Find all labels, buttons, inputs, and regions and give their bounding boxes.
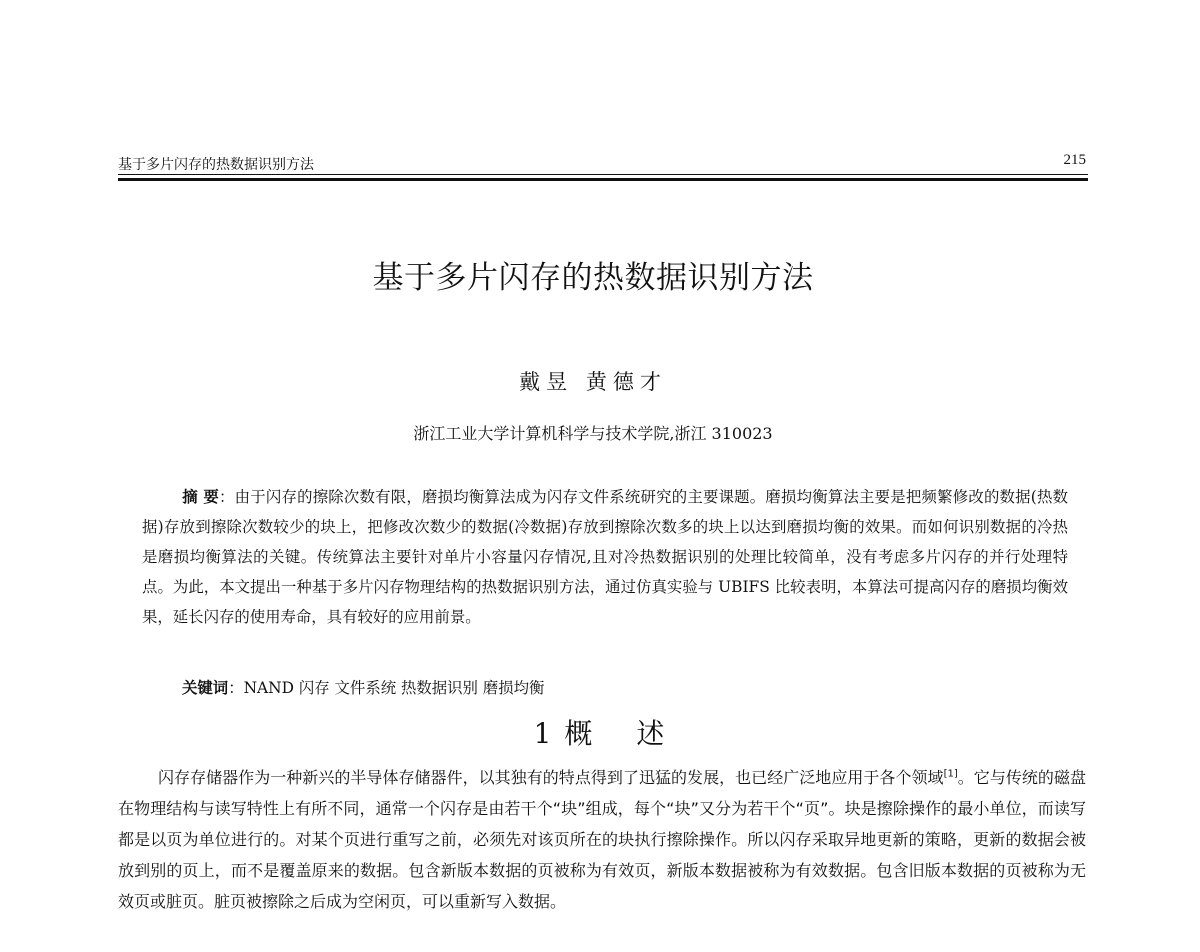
section-title-part1: 概 [564,717,595,750]
header-rule-thin [118,174,1088,175]
page-header [118,152,1088,176]
abstract [142,482,1068,632]
body-paragraph [118,762,1086,917]
abstract-text: ：由于闪存的擦除次数有限，磨损均衡算法成为闪存文件系统研究的主要课题。磨损均衡算法主要是把频繁修改的数据(热数据)存放到擦除次数较少的块上，把修改次数少的数据(冷数据)存放到擦除次数多的块上以达到磨损均衡的效果。而如何识别数据的冷热是磨损均衡算法的关键。传统算法主要针对单片小容量闪存情况,且对冷热数据识别的处理比较简单，没有考虑多片闪存的并行处理特点。为此，本文提出一种基于多片闪存物理结构的热数据识别方法，通过仿真实验与 UBIFS 比较表明，本算法可提高闪存的磨损均衡效果，延长闪存的使用寿命，具有较好的应用前景。 [142,488,1069,626]
section-number: 1 [533,717,554,750]
keywords-label: 关键词 [182,679,229,697]
keywords [182,674,1062,702]
section-heading [0,712,1200,752]
keywords-text: ：NAND 闪存 文件系统 热数据识别 磨损均衡 [228,679,545,697]
running-title: 基于多片闪存的热数据识别方法 [118,157,314,173]
paper-title: 基于多片闪存的热数据识别方法 [372,260,814,296]
body-text-part1: 闪存存储器作为一种新兴的半导体存储器件，以其独有的特点得到了迅猛的发展，也已经广泛地应用于各个领域 [158,768,944,787]
citation-ref: [1] [943,768,958,780]
section-title-part2: 述 [636,717,667,750]
authors: 戴昱 黄德才 [519,370,667,394]
affiliation: 浙江工业大学计算机科学与技术学院,浙江 310023 [413,424,773,443]
body-text-part2: 。它与传统的磁盘在物理结构与读写特性上有所不同，通常一个闪存是由若干个“块”组成，每个“块”又分为若干个“页”。块是擦除操作的最小单位，而读写都是以页为单位进行的。对某个页进行重写之前，必须先对该页所在的块执行擦除操作。所以闪存采取异地更新的策略，更新的数据会被放到别的页上，而不是覆盖原来的数据。包含新版本数据的页被称为有效页，新版本数据被称为有效数据。包含旧版本数据的页被称为无效页或脏页。脏页被擦除之后成为空闲页，可以重新写入数据。 [118,768,1086,911]
header-rule-thick [118,178,1088,181]
abstract-label: 摘 要 [182,488,220,506]
page-number: 215 [1063,152,1086,168]
